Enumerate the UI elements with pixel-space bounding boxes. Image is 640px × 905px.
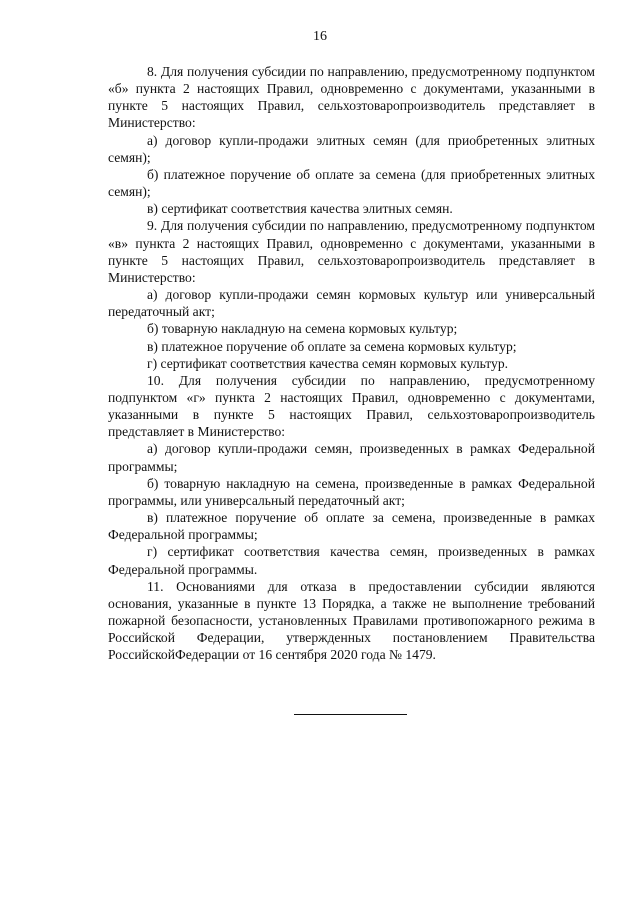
paragraph-9-item-a: а) договор купли-продажи семян кормовых культур или универсальный передаточный акт; bbox=[108, 287, 595, 320]
paragraph-10-intro: 10. Для получения субсидии по направлению, предусмотренному подпунктом «г» пункта 2 настоящих Правил, одновременно с документами, указанными в пункте 5 настоящих Правил, сельхозтоваропроизводитель представляет в Министерство: bbox=[108, 372, 595, 440]
paragraph-8-item-a: а) договор купли-продажи элитных семян (для приобретенных элитных семян); bbox=[108, 132, 595, 165]
end-separator-line bbox=[294, 714, 407, 715]
paragraph-9-item-g: г) сертификат соответствия качества семян кормовых культур. bbox=[147, 355, 509, 371]
paragraph-8-item-v: в) сертификат соответствия качества элитных семян. bbox=[147, 201, 453, 217]
document-body bbox=[108, 63, 595, 663]
page-number: 16 bbox=[313, 29, 327, 44]
paragraph-10-item-v: в) платежное поручение об оплате за семена, произведенные в рамках Федеральной программы; bbox=[108, 510, 595, 543]
paragraph-10-item-g: г) сертификат соответствия качества семян, произведенных в рамках Федеральной программы. bbox=[108, 544, 595, 577]
paragraph-8-item-b: б) платежное поручение об оплате за семена (для приобретенных элитных семян); bbox=[108, 166, 595, 200]
paragraph-9-item-v: в) платежное поручение об оплате за семена кормовых культур; bbox=[147, 338, 517, 354]
paragraph-10-item-a: а) договор купли-продажи семян, произведенных в рамках Федеральной программы; bbox=[108, 441, 595, 474]
paragraph-9-intro: 9. Для получения субсидии по направлению, предусмотренному подпунктом «в» пункта 2 настоящих Правил, одновременно с документами, указанными в пункте 5 настоящих Правил, сельхозтоваропроизводитель представляет в Министерство: bbox=[108, 218, 595, 285]
paragraph-8-intro: 8. Для получения субсидии по направлению, предусмотренному подпунктом «б» пункта 2 настоящих Правил, одновременно с документами, указанными в пункте 5 настоящих Правил, сельхозтоваропроизводитель представляет в Министерство: bbox=[108, 64, 595, 131]
paragraph-10-item-b: б) товарную накладную на семена, произведенные в рамках Федеральной программы, или универсальный передаточный акт; bbox=[108, 475, 595, 508]
paragraph-11: 11. Основаниями для отказа в предоставлении субсидии являются основания, указанные в пункте 13 Порядка, а также не выполнение требований пожарной безопасности, установленных Правилами противопожарного режима в Российской Федерации, утвержденных постановлением Правительства РоссийскойФедерации от 16 сентября 2020 года № 1479. bbox=[108, 578, 595, 663]
paragraph-9-item-b: б) товарную накладную на семена кормовых культур; bbox=[147, 321, 458, 337]
